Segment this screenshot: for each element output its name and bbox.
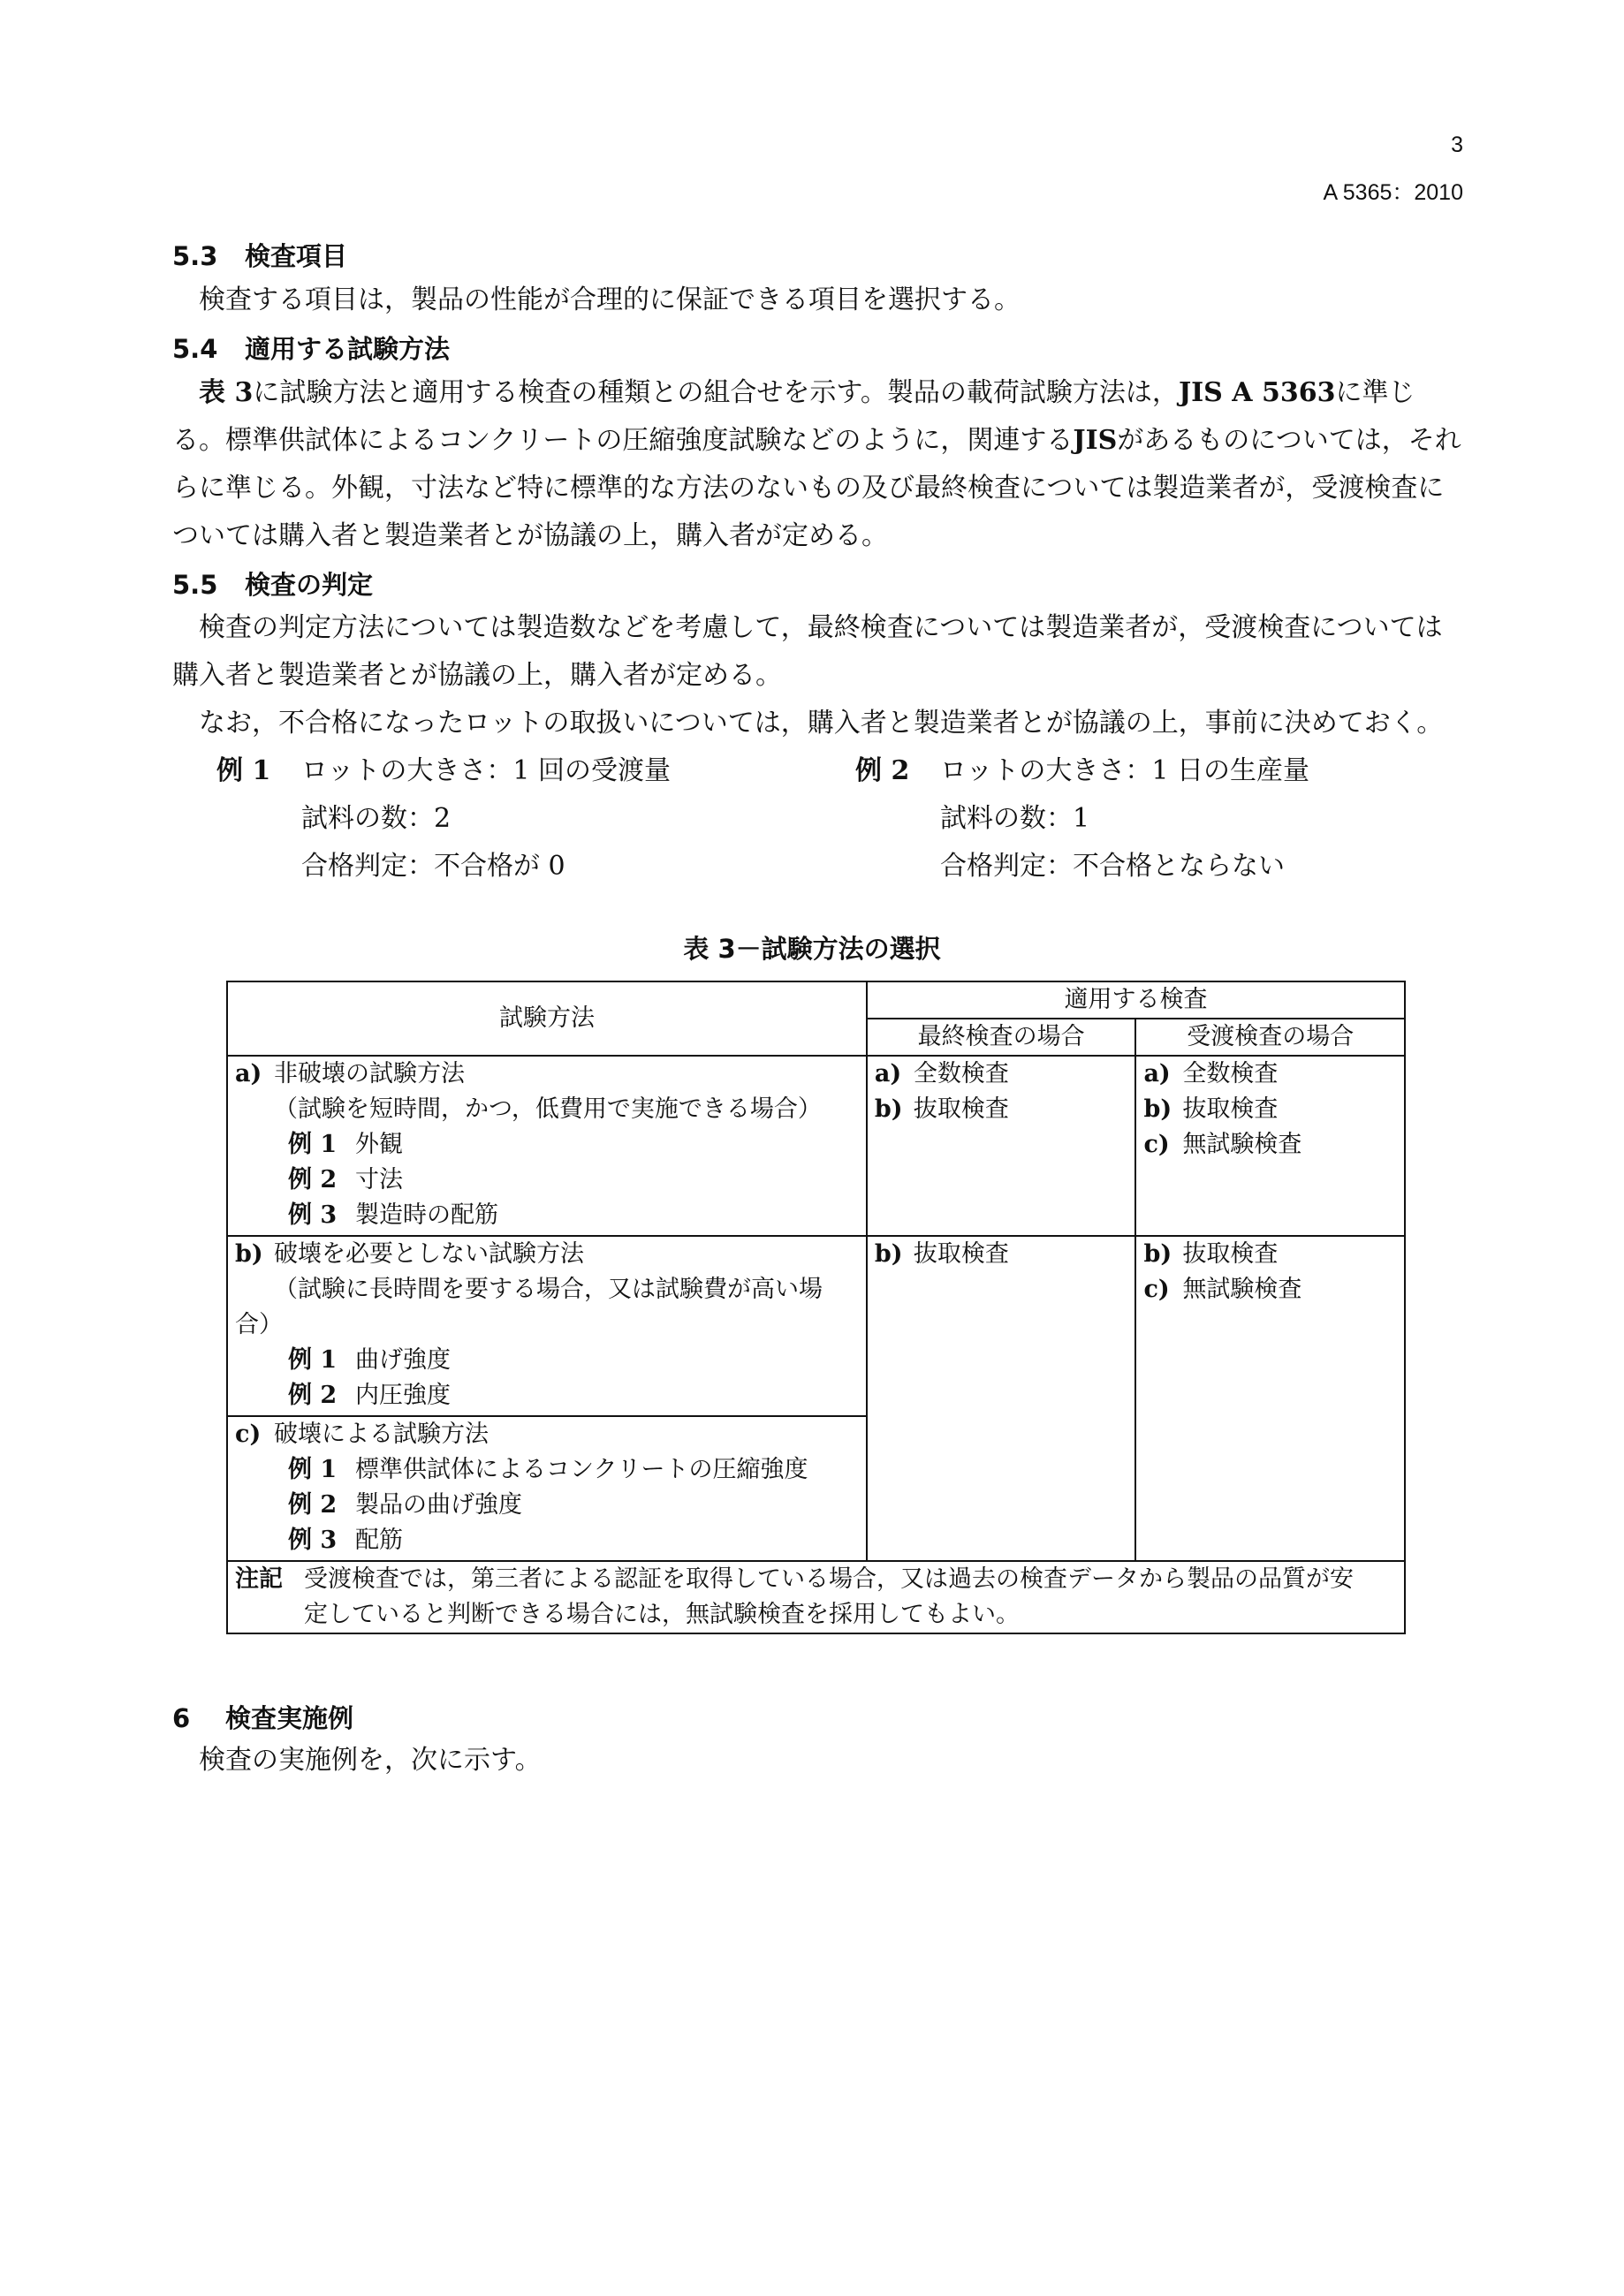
delivery-cell-bc [1135, 1236, 1405, 1561]
document-id: A 5365：2010 [1323, 180, 1463, 205]
method-cell-a [227, 1056, 867, 1236]
example-judgement: 合格判定：不合格が 0 [301, 851, 565, 882]
note-text: 受渡検査では，第三者による認証を取得している場合，又は過去の検査データから製品の品質が安 [304, 1565, 1354, 1593]
example-label: 例 2 [288, 1382, 338, 1409]
example-2 [855, 747, 1309, 890]
table-row-a [227, 1056, 1405, 1236]
heading-title: 検査の判定 [245, 570, 374, 600]
example-label: 例 1 [288, 1131, 338, 1158]
method-example [235, 1198, 859, 1233]
method-example [235, 1488, 859, 1523]
method-title: 非破壊の試験方法 [274, 1060, 465, 1087]
example-label: 例 1 [288, 1456, 338, 1483]
paragraph-6: 検査の実施例を，次に示す。 [199, 1745, 542, 1776]
header-final: 最終検査の場合 [867, 1019, 1136, 1056]
final-cell-a [867, 1056, 1136, 1236]
item-mark: b) [1143, 1240, 1172, 1268]
method-title: 破壊を必要としない試験方法 [274, 1240, 584, 1268]
example-label: 例 2 [288, 1166, 338, 1193]
example-samples: 試料の数：1 [940, 803, 1090, 834]
heading-number: 6 [172, 1703, 191, 1733]
method-example [235, 1163, 859, 1198]
item-text: 抜取検査 [913, 1240, 1009, 1268]
header-method: 試験方法 [227, 981, 867, 1056]
method-example [235, 1523, 859, 1558]
standard-reference: JIS A 5363 [1178, 377, 1336, 408]
method-example [235, 1378, 859, 1413]
heading-6 [172, 1699, 353, 1735]
example-judgement: 合格判定：不合格とならない [940, 851, 1285, 882]
note-label: 注記 [235, 1565, 283, 1593]
example-text: 外観 [355, 1131, 403, 1158]
example-label: 例 1 [288, 1346, 338, 1374]
row-mark: c) [235, 1421, 262, 1448]
item-text: 抜取検査 [913, 1095, 1009, 1123]
heading-title: 検査実施例 [225, 1703, 354, 1733]
heading-number: 5.4 [172, 334, 218, 364]
example-label: 例 1 [216, 755, 271, 786]
example-text: 製品の曲げ強度 [355, 1491, 522, 1519]
table-reference: 表 3 [199, 377, 254, 408]
header-delivery: 受渡検査の場合 [1135, 1019, 1405, 1056]
heading-5-3 [172, 237, 347, 273]
heading-5-5 [172, 565, 373, 602]
heading-title: 適用する試験方法 [245, 334, 451, 364]
item-mark: a) [874, 1060, 902, 1087]
row-mark: a) [235, 1060, 262, 1087]
page-number: 3 [1451, 133, 1463, 157]
example-text: 内圧強度 [355, 1382, 451, 1409]
heading-number: 5.3 [172, 241, 218, 271]
method-example [235, 1127, 859, 1163]
text-run: に準じる。 [172, 377, 1415, 456]
example-text: 曲げ強度 [355, 1346, 451, 1374]
heading-5-4 [172, 330, 450, 366]
example-1 [216, 747, 671, 890]
example-label: 例 3 [288, 1527, 338, 1554]
paragraph-5-3: 検査する項目は，製品の性能が合理的に保証できる項目を選択する。 [199, 284, 1021, 315]
paragraph-5-4 [172, 369, 1462, 560]
item-mark: b) [1143, 1095, 1172, 1123]
method-note-cont: 合） [235, 1311, 283, 1338]
example-lot: ロットの大きさ：1 回の受渡量 [301, 755, 672, 786]
header-applied: 適用する検査 [867, 981, 1405, 1019]
item-text: 全数検査 [1182, 1060, 1279, 1087]
note-text-cont: 定していると判断できる場合には，無試験検査を採用してもよい。 [304, 1601, 1020, 1628]
example-text: 標準供試体によるコンクリートの圧縮強度 [355, 1456, 808, 1483]
table-header-row [227, 981, 1405, 1019]
method-note: （試験に長時間を要する場合，又は試験費が高い場 [274, 1276, 823, 1303]
item-text: 無試験検査 [1182, 1276, 1302, 1303]
example-label: 例 2 [288, 1491, 338, 1519]
example-label: 例 3 [288, 1201, 338, 1229]
test-method-table [226, 981, 1406, 1634]
method-cell-b [227, 1236, 867, 1416]
paragraph-5-5-1: 検査の判定方法については製造数などを考慮して，最終検査については製造業者が，受渡検査については購入者と製造業者とが協議の上，購入者が定める。 [172, 612, 1443, 691]
text-run: があるものについては，それらに準じる。外観，寸法など特に標準的な方法のないもの及び最終検査については製造業者が，受渡検査については購入者と製造業者とが協議の上，購入者が定める。 [172, 425, 1461, 551]
example-text: 配筋 [355, 1527, 403, 1554]
item-mark: b) [874, 1095, 903, 1123]
method-example [235, 1452, 859, 1488]
example-text: 製造時の配筋 [355, 1201, 498, 1229]
paragraph-5-5-2: なお，不合格になったロットの取扱いについては，購入者と製造業者とが協議の上，事前に決めておく。 [199, 708, 1444, 739]
item-mark: b) [874, 1240, 903, 1268]
final-cell-bc [867, 1236, 1136, 1561]
method-example [235, 1343, 859, 1378]
text-run: に試験方法と適用する検査の種類との組合せを示す。製品の載荷試験方法は， [253, 377, 1179, 408]
example-lot: ロットの大きさ：1 日の生産量 [940, 755, 1310, 786]
table-note-row [227, 1561, 1405, 1633]
example-samples: 試料の数：2 [301, 803, 452, 834]
heading-title: 検査項目 [245, 241, 348, 271]
table-caption: 表 3－試験方法の選択 [683, 934, 941, 964]
item-text: 抜取検査 [1182, 1095, 1279, 1123]
item-text: 無試験検査 [1182, 1131, 1302, 1158]
example-text: 寸法 [355, 1166, 403, 1193]
jis-reference: JIS [1073, 425, 1118, 456]
table-note [227, 1561, 1405, 1633]
table-row-b [227, 1236, 1405, 1416]
item-mark: c) [1143, 1276, 1170, 1303]
heading-number: 5.5 [172, 570, 218, 600]
item-text: 全数検査 [913, 1060, 1009, 1087]
item-text: 抜取検査 [1182, 1240, 1279, 1268]
item-mark: c) [1143, 1131, 1170, 1158]
example-label: 例 2 [855, 755, 910, 786]
text-run: 標準供試体によるコンクリートの圧縮強度試験などのように，関連する [225, 425, 1074, 456]
method-note: （試験を短時間，かつ，低費用で実施できる場合） [274, 1095, 822, 1123]
method-title: 破壊による試験方法 [274, 1421, 489, 1448]
row-mark: b) [235, 1240, 263, 1268]
delivery-cell-a [1135, 1056, 1405, 1236]
item-mark: a) [1143, 1060, 1171, 1087]
method-cell-c [227, 1416, 867, 1561]
